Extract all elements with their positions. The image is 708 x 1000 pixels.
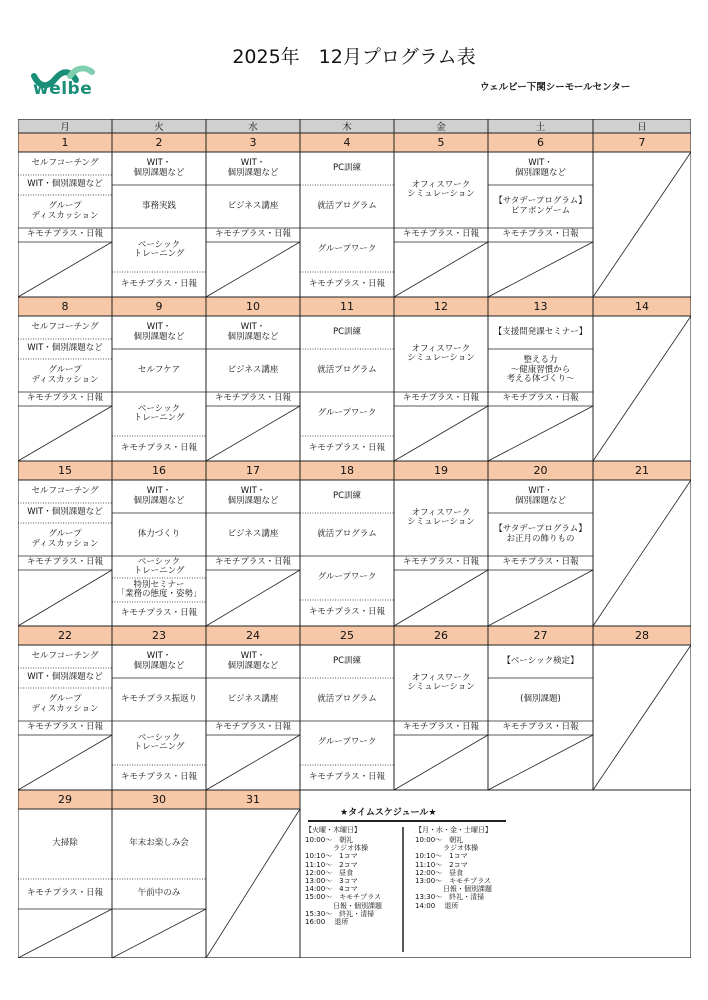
page-title: 2025年 12月プログラム表 bbox=[232, 46, 476, 68]
date-cell: 23 bbox=[152, 629, 166, 642]
mon-item: WIT・個別課題など bbox=[27, 672, 103, 683]
date-cell: 21 bbox=[635, 464, 649, 477]
date-cell: 9 bbox=[155, 300, 163, 313]
weekday-4: 金 bbox=[436, 122, 446, 133]
date-cell: 15 bbox=[58, 464, 72, 477]
tue-item: ベーシック トレーニング bbox=[133, 556, 185, 576]
wed-item: ビジネス講座 bbox=[227, 200, 279, 211]
diag-line bbox=[112, 909, 206, 958]
wed-item: ビジネス講座 bbox=[227, 528, 279, 539]
tue-item: 特別セミナー 「業務の態度・姿勢」 bbox=[116, 579, 202, 599]
weekday-3: 木 bbox=[342, 122, 352, 133]
tue-item: 午前中のみ bbox=[137, 888, 181, 899]
schedule-left-header: 【火曜・木曜日】 bbox=[305, 826, 361, 834]
diag-line bbox=[593, 316, 691, 461]
diag-line bbox=[394, 406, 488, 461]
thu-item: キモチプラス・日報 bbox=[308, 607, 386, 618]
diag-line bbox=[206, 406, 300, 461]
weekday-5: 土 bbox=[535, 122, 546, 133]
date-cell: 16 bbox=[152, 464, 166, 477]
diag-line bbox=[593, 480, 691, 626]
thu-item: キモチプラス・日報 bbox=[308, 442, 386, 453]
diag-line bbox=[488, 735, 593, 790]
schedule-right-header: 【月・水・金・土曜日】 bbox=[415, 826, 492, 834]
date-cell: 17 bbox=[246, 464, 260, 477]
date-cell: 10 bbox=[246, 300, 260, 313]
sat-item: キモチプラス・日報 bbox=[502, 229, 579, 240]
wed-item: キモチプラス・日報 bbox=[214, 722, 292, 733]
fri-item: オフィスワーク シミュレーション bbox=[407, 672, 475, 692]
thu-item: PC訓練 bbox=[332, 490, 362, 501]
fri-item: オフィスワーク シミュレーション bbox=[407, 179, 475, 199]
date-cell: 28 bbox=[635, 629, 649, 642]
mon-item: WIT・個別課題など bbox=[27, 507, 103, 518]
mon-item: WIT・個別課題など bbox=[27, 179, 103, 190]
mon-item: グループ ディスカッション bbox=[31, 201, 99, 221]
mon-item: グループ ディスカッション bbox=[31, 529, 99, 549]
mon-item: キモチプラス・日報 bbox=[26, 229, 104, 240]
date-cell: 14 bbox=[635, 300, 649, 313]
date-cell: 1 bbox=[61, 136, 69, 149]
sat-item: WIT・ 個別課題など bbox=[514, 158, 566, 178]
diag-line bbox=[488, 570, 593, 626]
tue-item: WIT・ 個別課題など bbox=[133, 651, 185, 671]
tue-item: ベーシック トレーニング bbox=[133, 403, 185, 423]
mon-item: キモチプラス・日報 bbox=[26, 393, 104, 404]
date-cell: 31 bbox=[246, 793, 260, 806]
tue-item: キモチプラス・日報 bbox=[120, 278, 198, 289]
wed-item: WIT・ 個別課題など bbox=[227, 158, 279, 178]
schedule-left-body: 10:00～ 朝礼 ラジオ体操 10:10～ 1コマ 11:10～ 2コマ 12:00～ 昼食 13:00～ 3コマ 14:00～ 4コマ 15:00～ キモチプラス 日報・個別課題 15:30～ 終礼・清掃 16:00 退所 bbox=[305, 836, 382, 927]
wed-item: キモチプラス・日報 bbox=[214, 393, 292, 404]
mon-item: セルフコーチング bbox=[31, 157, 99, 168]
mon-item: WIT・個別課題など bbox=[27, 343, 103, 354]
diag-line bbox=[18, 406, 112, 461]
thu-item: グループワーク bbox=[317, 408, 377, 419]
date-cell: 11 bbox=[340, 300, 354, 313]
wed-item: WIT・ 個別課題など bbox=[227, 651, 279, 671]
weekday-6: 日 bbox=[637, 122, 647, 133]
wed-item: キモチプラス・日報 bbox=[214, 229, 292, 240]
tue-item: ベーシック トレーニング bbox=[133, 732, 185, 752]
date-cell: 7 bbox=[638, 136, 646, 149]
schedule-title: ★タイムスケジュール★ bbox=[340, 808, 437, 818]
thu-item: 就活プログラム bbox=[317, 528, 377, 539]
date-cell: 29 bbox=[58, 793, 72, 806]
sat-item: 【支援問発課セミナー】 bbox=[493, 326, 588, 337]
sat-item: キモチプラス・日報 bbox=[502, 393, 579, 404]
thu-item: PC訓練 bbox=[332, 326, 362, 337]
fri-item: オフィスワーク シミュレーション bbox=[407, 343, 475, 363]
diag-line bbox=[18, 909, 112, 958]
thu-item: 就活プログラム bbox=[317, 693, 377, 704]
mon-item: セルフコーチング bbox=[31, 321, 99, 332]
diag-line bbox=[18, 570, 112, 626]
thu-item: PC訓練 bbox=[332, 655, 362, 666]
diag-line bbox=[18, 242, 112, 297]
wed-item: ビジネス講座 bbox=[227, 364, 279, 375]
sat-item: WIT・ 個別課題など bbox=[514, 486, 566, 506]
diag-line bbox=[394, 735, 488, 790]
thu-item: 就活プログラム bbox=[317, 364, 377, 375]
tue-item: WIT・ 個別課題など bbox=[133, 486, 185, 506]
sat-item: 整える力 ～健康習慣から 考える体づくり～ bbox=[506, 355, 575, 385]
tue-item: 事務実践 bbox=[141, 200, 176, 211]
date-cell: 8 bbox=[61, 300, 69, 313]
center-name: ウェルビー下関シーモールセンター bbox=[480, 82, 631, 93]
date-cell: 20 bbox=[533, 464, 548, 477]
thu-item: グループワーク bbox=[317, 572, 377, 583]
date-cell: 2 bbox=[155, 136, 163, 149]
logo-text: welbe bbox=[33, 79, 93, 99]
thu-item: キモチプラス・日報 bbox=[308, 278, 386, 289]
diag-line bbox=[206, 809, 300, 958]
sat-item: 【サタデープログラム】 お正月の飾りもの bbox=[494, 524, 587, 544]
thu-item: 就活プログラム bbox=[317, 200, 377, 211]
thu-item: グループワーク bbox=[317, 244, 377, 255]
program-calendar bbox=[18, 119, 691, 958]
date-cell: 26 bbox=[434, 629, 448, 642]
wed-item: ビジネス講座 bbox=[227, 693, 279, 704]
tue-item: WIT・ 個別課題など bbox=[133, 322, 185, 342]
fri-item: オフィスワーク シミュレーション bbox=[407, 507, 475, 527]
tue-item: 体力づくり bbox=[137, 528, 181, 539]
fri-item: キモチプラス・日報 bbox=[402, 722, 480, 733]
diag-line bbox=[394, 570, 488, 626]
tue-item: WIT・ 個別課題など bbox=[133, 158, 185, 178]
diag-line bbox=[206, 242, 300, 297]
date-cell: 3 bbox=[249, 136, 257, 149]
date-cell: 4 bbox=[343, 136, 351, 149]
sat-item: (個別課題) bbox=[520, 693, 561, 704]
date-cell: 30 bbox=[152, 793, 166, 806]
tue-item: セルフケア bbox=[137, 364, 181, 375]
mon-item: グループ ディスカッション bbox=[31, 694, 99, 714]
diag-line bbox=[488, 242, 593, 297]
date-cell: 24 bbox=[246, 629, 260, 642]
schedule-right-body: 10:00～ 朝礼 ラジオ体操 10:10～ 1コマ 11:10～ 2コマ 12:00～ 昼食 13:00～ キモチプラス 日報・個別課題 13:30～ 終礼・清掃 14:00 退所 bbox=[415, 836, 492, 910]
wed-item: WIT・ 個別課題など bbox=[227, 322, 279, 342]
date-cell: 25 bbox=[340, 629, 354, 642]
thu-item: PC訓練 bbox=[332, 162, 362, 173]
wed-item: キモチプラス・日報 bbox=[214, 557, 292, 568]
diag-line bbox=[593, 645, 691, 790]
wed-item: WIT・ 個別課題など bbox=[227, 486, 279, 506]
diag-line bbox=[394, 242, 488, 297]
sat-item: キモチプラス・日報 bbox=[502, 722, 579, 733]
date-cell: 13 bbox=[533, 300, 548, 313]
mon-item: キモチプラス・日報 bbox=[26, 888, 104, 899]
tue-item: キモチプラス振返り bbox=[120, 693, 198, 704]
mon-item: キモチプラス・日報 bbox=[26, 557, 104, 568]
weekday-2: 水 bbox=[248, 122, 258, 133]
date-cell: 19 bbox=[434, 464, 448, 477]
sat-item: 【サタデープログラム】 ピアボンゲーム bbox=[494, 196, 587, 216]
date-cell: 27 bbox=[533, 629, 548, 642]
diag-line bbox=[18, 735, 112, 790]
fri-item: キモチプラス・日報 bbox=[402, 557, 480, 568]
tue-item: キモチプラス・日報 bbox=[120, 771, 198, 782]
mon-item: キモチプラス・日報 bbox=[26, 722, 104, 733]
weekday-1: 火 bbox=[154, 122, 164, 133]
fri-item: キモチプラス・日報 bbox=[402, 229, 480, 240]
mon-item: セルフコーチング bbox=[31, 485, 99, 496]
mon-item: グループ ディスカッション bbox=[31, 365, 99, 385]
sat-item: 【ベーシック検定】 bbox=[502, 655, 579, 666]
diag-line bbox=[593, 152, 691, 297]
date-cell: 6 bbox=[537, 136, 544, 149]
tue-item: キモチプラス・日報 bbox=[120, 442, 198, 453]
fri-item: キモチプラス・日報 bbox=[402, 393, 480, 404]
thu-item: キモチプラス・日報 bbox=[308, 771, 386, 782]
weekday-0: 月 bbox=[60, 122, 70, 133]
sat-item: キモチプラス・日報 bbox=[502, 557, 579, 568]
thu-item: グループワーク bbox=[317, 737, 377, 748]
tue-item: ベーシック トレーニング bbox=[133, 239, 185, 259]
date-cell: 18 bbox=[340, 464, 354, 477]
mon-item: セルフコーチング bbox=[31, 650, 99, 661]
diag-line bbox=[206, 570, 300, 626]
tue-item: 年末お楽しみ会 bbox=[129, 838, 189, 849]
diag-line bbox=[488, 406, 593, 461]
mon-item: 大掃除 bbox=[52, 838, 78, 849]
date-cell: 12 bbox=[434, 300, 448, 313]
date-cell: 22 bbox=[58, 629, 72, 642]
diag-line bbox=[206, 735, 300, 790]
tue-item: キモチプラス・日報 bbox=[120, 608, 198, 619]
date-cell: 5 bbox=[437, 136, 445, 149]
